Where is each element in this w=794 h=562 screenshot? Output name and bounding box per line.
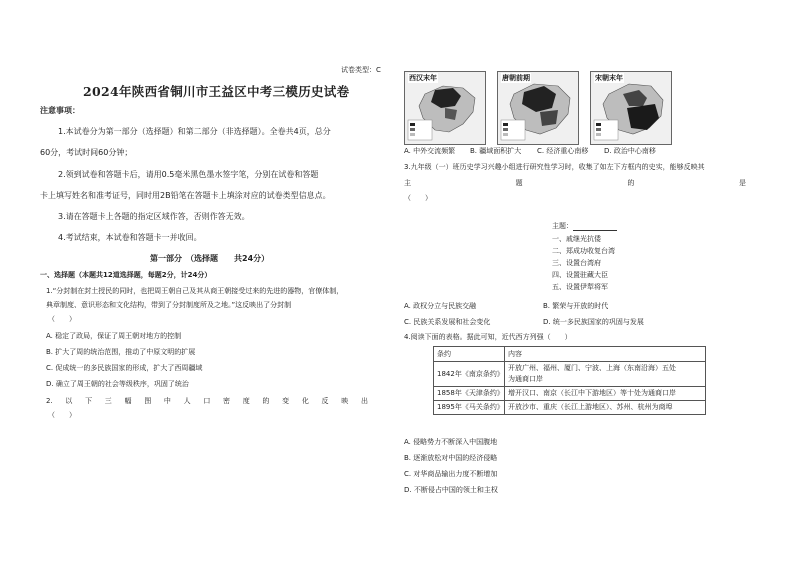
theme-item: 四、设置驻藏大臣 [552, 271, 608, 279]
q3-answer-paren: （ ） [404, 194, 432, 202]
q3-option-b: B. 繁荣与开放的时代 [543, 302, 609, 310]
q4-option-c: C. 对华商品输出力度不断增加 [404, 470, 498, 478]
table-header-row [434, 347, 706, 362]
q3-option-d: D. 统一多民族国家的巩固与发展 [543, 318, 644, 326]
q1-option-a: A. 稳定了政局，保证了周王朝对地方的控制 [46, 332, 182, 340]
table-header-cell: 内容 [505, 347, 706, 362]
map-title: 唐朝前期 [502, 74, 530, 82]
notice-item: 4.考试结束，本试卷和答题卡一并收回。 [58, 233, 202, 242]
theme-item: 三、设置台湾府 [552, 259, 601, 267]
notice-item: 3.请在答题卡上各题的指定区域作答，否则作答无效。 [58, 212, 250, 221]
q2-answer-paren: （ ） [48, 411, 76, 419]
theme-item: 五、设置伊犁将军 [552, 283, 608, 291]
content-cell: 开放沙市、重庆（长江上游地区）、苏州、杭州为商埠 [505, 401, 706, 415]
q2-option-c: C. 经济重心南移 [537, 147, 589, 155]
map-title: 宋朝末年 [595, 74, 623, 82]
table-header-cell: 条约 [434, 347, 505, 362]
theme-label: 主题： [552, 222, 617, 231]
map-western-han [404, 71, 486, 145]
q2-stem: 2. 以 下 三 幅 图 中 人 口 密 度 的 变 化 反 映 出 [46, 397, 368, 405]
q4-option-d: D. 不断侵占中国的领土和主权 [404, 486, 498, 494]
q4-stem: 4.阅读下面的表格。据此可知，近代西方列强（ ） [404, 333, 572, 341]
treaty-table [433, 346, 706, 415]
q1-option-c: C. 促成统一的多民族国家的形成，扩大了西周疆域 [46, 364, 203, 372]
table-row [434, 387, 706, 401]
treaty-cell: 1858年《天津条约》 [434, 387, 505, 401]
q3-stem: 3.九年级（一）班历史学习兴趣小组进行研究性学习时，收集了如左下方框内的史实，能够反映其 [404, 163, 705, 171]
q1-stem: 典章制度、意识形态和文化结构，带到了分封制度所及之地。”这反映出了分封制 [46, 301, 292, 309]
q3-option-c: C. 民族关系发展和社会变化 [404, 318, 491, 326]
content-cell: 增开汉口、南京（长江中下游地区）等十处为通商口岸 [505, 387, 706, 401]
content-cell: 开放广州、福州、厦门、宁波、上海（东南沿海）五处 为通商口岸 [505, 362, 706, 387]
q1-stem: 1.“分封制在封土授民的同时，也把周王朝自己及其从商王朝接受过来的先进的器物，官僚体制， [46, 287, 344, 295]
q3-stem-line2: 主 题 的 是 [404, 179, 746, 187]
map-late-song [590, 71, 672, 145]
table-row [434, 362, 706, 387]
q1-answer-paren: （ ） [48, 315, 76, 323]
theme-item: 一、戚继光抗倭 [552, 235, 601, 243]
q1-option-b: B. 扩大了周的统治范围，推动了中原文明的扩展 [46, 348, 196, 356]
q2-option-d: D. 政治中心南移 [604, 147, 656, 155]
q4-option-a: A. 侵略势力不断深入中国腹地 [404, 438, 498, 446]
notice-item: 卡上填写姓名和准考证号，同时用2B铅笔在答题卡上填涂对应的试卷类型信息点。 [40, 191, 331, 200]
treaty-cell: 1842年《南京条约》 [434, 362, 505, 387]
q2-option-b: B. 疆域面积扩大 [470, 147, 522, 155]
theme-item: 二、郑成功收复台湾 [552, 247, 615, 255]
page-title: 2024年陕西省铜川市王益区中考三模历史试卷 [83, 84, 350, 99]
section-one-heading: 一、选择题（本题共12道选择题，每题2分，计24分） [40, 271, 212, 279]
notice-item: 60分，考试时间60分钟； [40, 148, 133, 157]
notice-item: 1.本试卷分为第一部分（选择题）和第二部分（非选择题）。全卷共4页，总分 [58, 127, 331, 136]
treaty-cell: 1895年《马关条约》 [434, 401, 505, 415]
q3-option-a: A. 政权分立与民族交融 [404, 302, 477, 310]
q2-option-a: A. 中外交流频繁 [404, 147, 456, 155]
map-title: 西汉末年 [409, 74, 437, 82]
part-one-heading: 第一部分 （选择题 共24分） [150, 254, 270, 263]
exam-type-label: 试卷类型：C [341, 66, 381, 74]
table-row [434, 401, 706, 415]
q4-option-b: B. 逐渐放松对中国的经济侵略 [404, 454, 498, 462]
notice-item: 2.领到试卷和答题卡后，请用0.5毫米黑色墨水签字笔，分别在试卷和答题 [58, 170, 319, 179]
q1-option-d: D. 确立了周王朝的社会等级秩序，巩固了统治 [46, 380, 189, 388]
notice-heading: 注意事项： [40, 106, 80, 115]
map-early-tang [497, 71, 579, 145]
